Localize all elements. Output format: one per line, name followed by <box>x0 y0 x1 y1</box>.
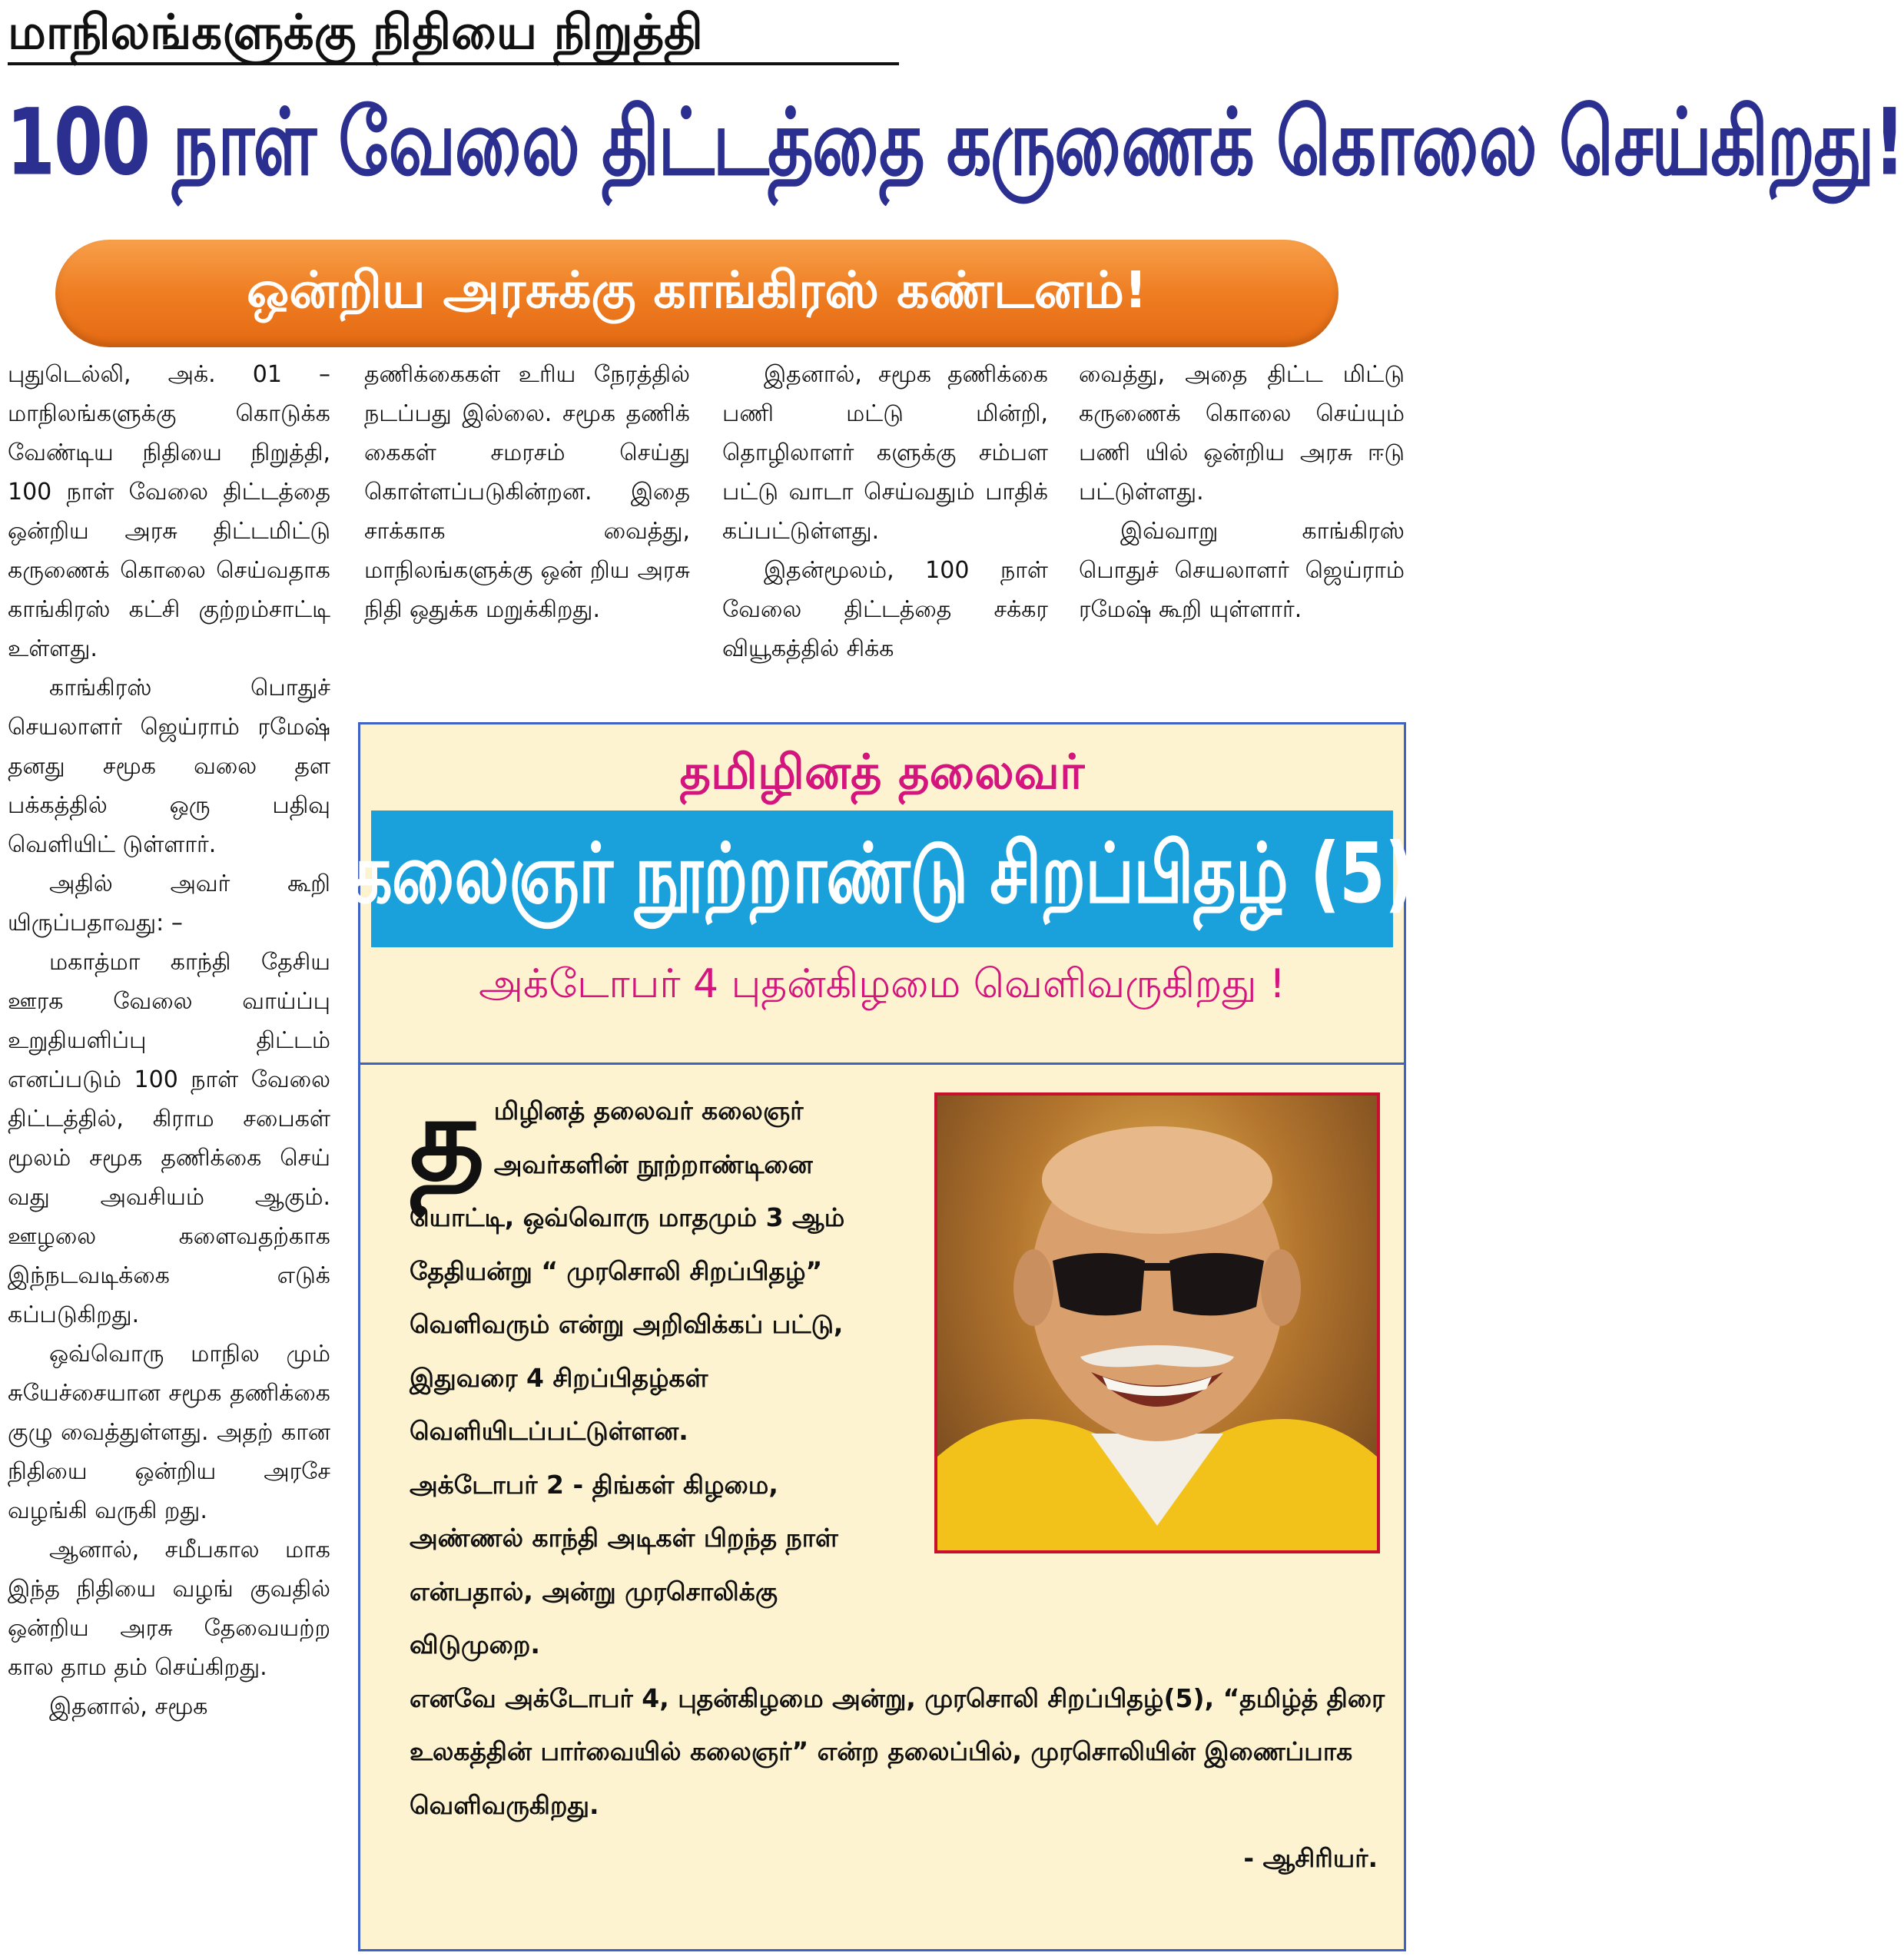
announcement-subhead: அக்டோபர் 4 புதன்கிழமை வெளிவருகிறது ! <box>479 961 1285 1007</box>
announcement-paragraph-1: மிழினத் தலைவர் கலைஞர் அவர்களின் நூற்றாண்டினை யொட்டி, ஒவ்வொரு மாதமும் 3 ஆம் தேதியன்று “ முரசொலி சிறப்பிதழ்” வெளிவரும் என்று அறிவிக்கப் பட்டு, இதுவரை 4 சிறப்பிதழ்கள் வெளியிடப்பட்டுள்ளன. <box>410 1096 845 1446</box>
announcement-box <box>350 722 1415 1951</box>
article-column-3 <box>722 355 1048 668</box>
announcement-body <box>410 1072 1385 1885</box>
paragraph: புதுடெல்லி, அக். 01 – மாநிலங்களுக்கு கொடுக்க வேண்டிய நிதியை நிறுத்தி, 100 நாள் வேலை திட்டத்தை ஒன்றிய அரசு திட்டமிட்டு கருணைக் கொலை செய்வதாக காங்கிரஸ் கட்சி குற்றம்சாட்டி உள்ளது. <box>8 361 330 662</box>
paragraph: தணிக்கைகள் உரிய நேரத்தில் நடப்பது இல்லை. சமூக தணிக் கைகள் சமரசம் செய்து கொள்ளப்படுகின்றன. இதை சாக்காக வைத்து, மாநிலங்களுக்கு ஒன் றிய அரசு நிதி ஒதுக்க மறுக்கிறது. <box>364 361 690 623</box>
paragraph: அதில் அவர் கூறி யிருப்பதாவது: – <box>8 870 330 937</box>
subhead-banner <box>55 240 1338 347</box>
paragraph: இதனால், சமூக தணிக்கை பணி மட்டு மின்றி, தொழிலாளர் களுக்கு சம்பள பட்டு வாடா செய்வதும் பாதிக் கப்பட்டுள்ளது. <box>722 361 1048 545</box>
article-column-1 <box>8 355 330 1953</box>
announcement-banner <box>350 811 1415 947</box>
paragraph: ஆனால், சமீபகால மாக இந்த நிதியை வழங் குவதில் ஒன்றிய அரசு தேவையற்ற கால தாம தம் செய்கிறது. <box>8 1537 330 1681</box>
announcement-signoff: - ஆசிரியர். <box>1243 1843 1378 1873</box>
paragraph: காங்கிரஸ் பொதுச் செயலாளர் ஜெய்ராம் ரமேஷ் தனது சமூக வலை தள பக்கத்தில் ஒரு பதிவு வெளியிட் டுள்ளார். <box>8 675 330 858</box>
paragraph: வைத்து, அதை திட்ட மிட்டு கருணைக் கொலை செய்யும் பணி யில் ஒன்றிய அரசு ஈடு பட்டுள்ளது. <box>1079 361 1405 506</box>
paragraph: மகாத்மா காந்தி தேசிய ஊரக வேலை வாய்ப்பு உறுதியளிப்பு திட்டம் எனப்படும் 100 நாள் வேலை திட்டத்தில், கிராம சபைகள் மூலம் சமூக தணிக்கை செய் வது அவசியம் ஆகும். ஊழலை களைவதற்காக இந்நடவடிக்கை எடுக் கப்படுகிறது. <box>8 949 330 1328</box>
subhead-text: ஒன்றிய அரசுக்கு காங்கிரஸ் கண்டனம்! <box>246 260 1148 320</box>
paragraph: இதனால், சமூக <box>49 1693 208 1720</box>
article-column-4 <box>1079 355 1405 629</box>
article-column-2 <box>364 355 690 629</box>
announcement-kicker: தமிழினத் தலைவர் <box>679 744 1085 800</box>
announcement-paragraph-3: எனவே அக்டோபர் 4, புதன்கிழமை அன்று, முரசொலி சிறப்பிதழ்(5), “தமிழ்த் திரை உலகத்தின் பார்வையில் கலைஞர்” என்ற தலைப்பில், முரசொலியின் இணைப்பாக வெளிவருகிறது. <box>410 1682 1385 1820</box>
announcement-banner-text: கலைஞர் நூற்றாண்டு சிறப்பிதழ் (5) <box>350 825 1415 922</box>
paragraph: ஒவ்வொரு மாநில மும் சுயேச்சையான சமூக தணிக்கை குழு வைத்துள்ளது. அதற் கான நிதியை ஒன்றிய அரசே வழங்கி வருகி றது. <box>8 1341 330 1524</box>
drop-cap: த <box>410 1072 485 1206</box>
paragraph: இதன்மூலம், 100 நாள் வேலை திட்டத்தை சக்கர வியூகத்தில் சிக்க <box>722 557 1048 662</box>
announcement-paragraph-2: அக்டோபர் 2 - திங்கள் கிழமை, அண்ணல் காந்தி அடிகள் பிறந்த நாள் என்பதால், அன்று முரசொலிக்கு விடுமுறை. <box>410 1469 838 1659</box>
paragraph: இவ்வாறு காங்கிரஸ் பொதுச் செயலாளர் ஜெய்ராம் ரமேஷ் கூறி யுள்ளார். <box>1079 518 1405 623</box>
main-headline: 100 நாள் வேலை திட்டத்தை கருணைக் கொலை செய்கிறது! <box>6 89 1904 197</box>
kicker-headline: மாநிலங்களுக்கு நிதியை நிறுத்தி <box>8 5 899 65</box>
divider <box>360 1063 1404 1065</box>
